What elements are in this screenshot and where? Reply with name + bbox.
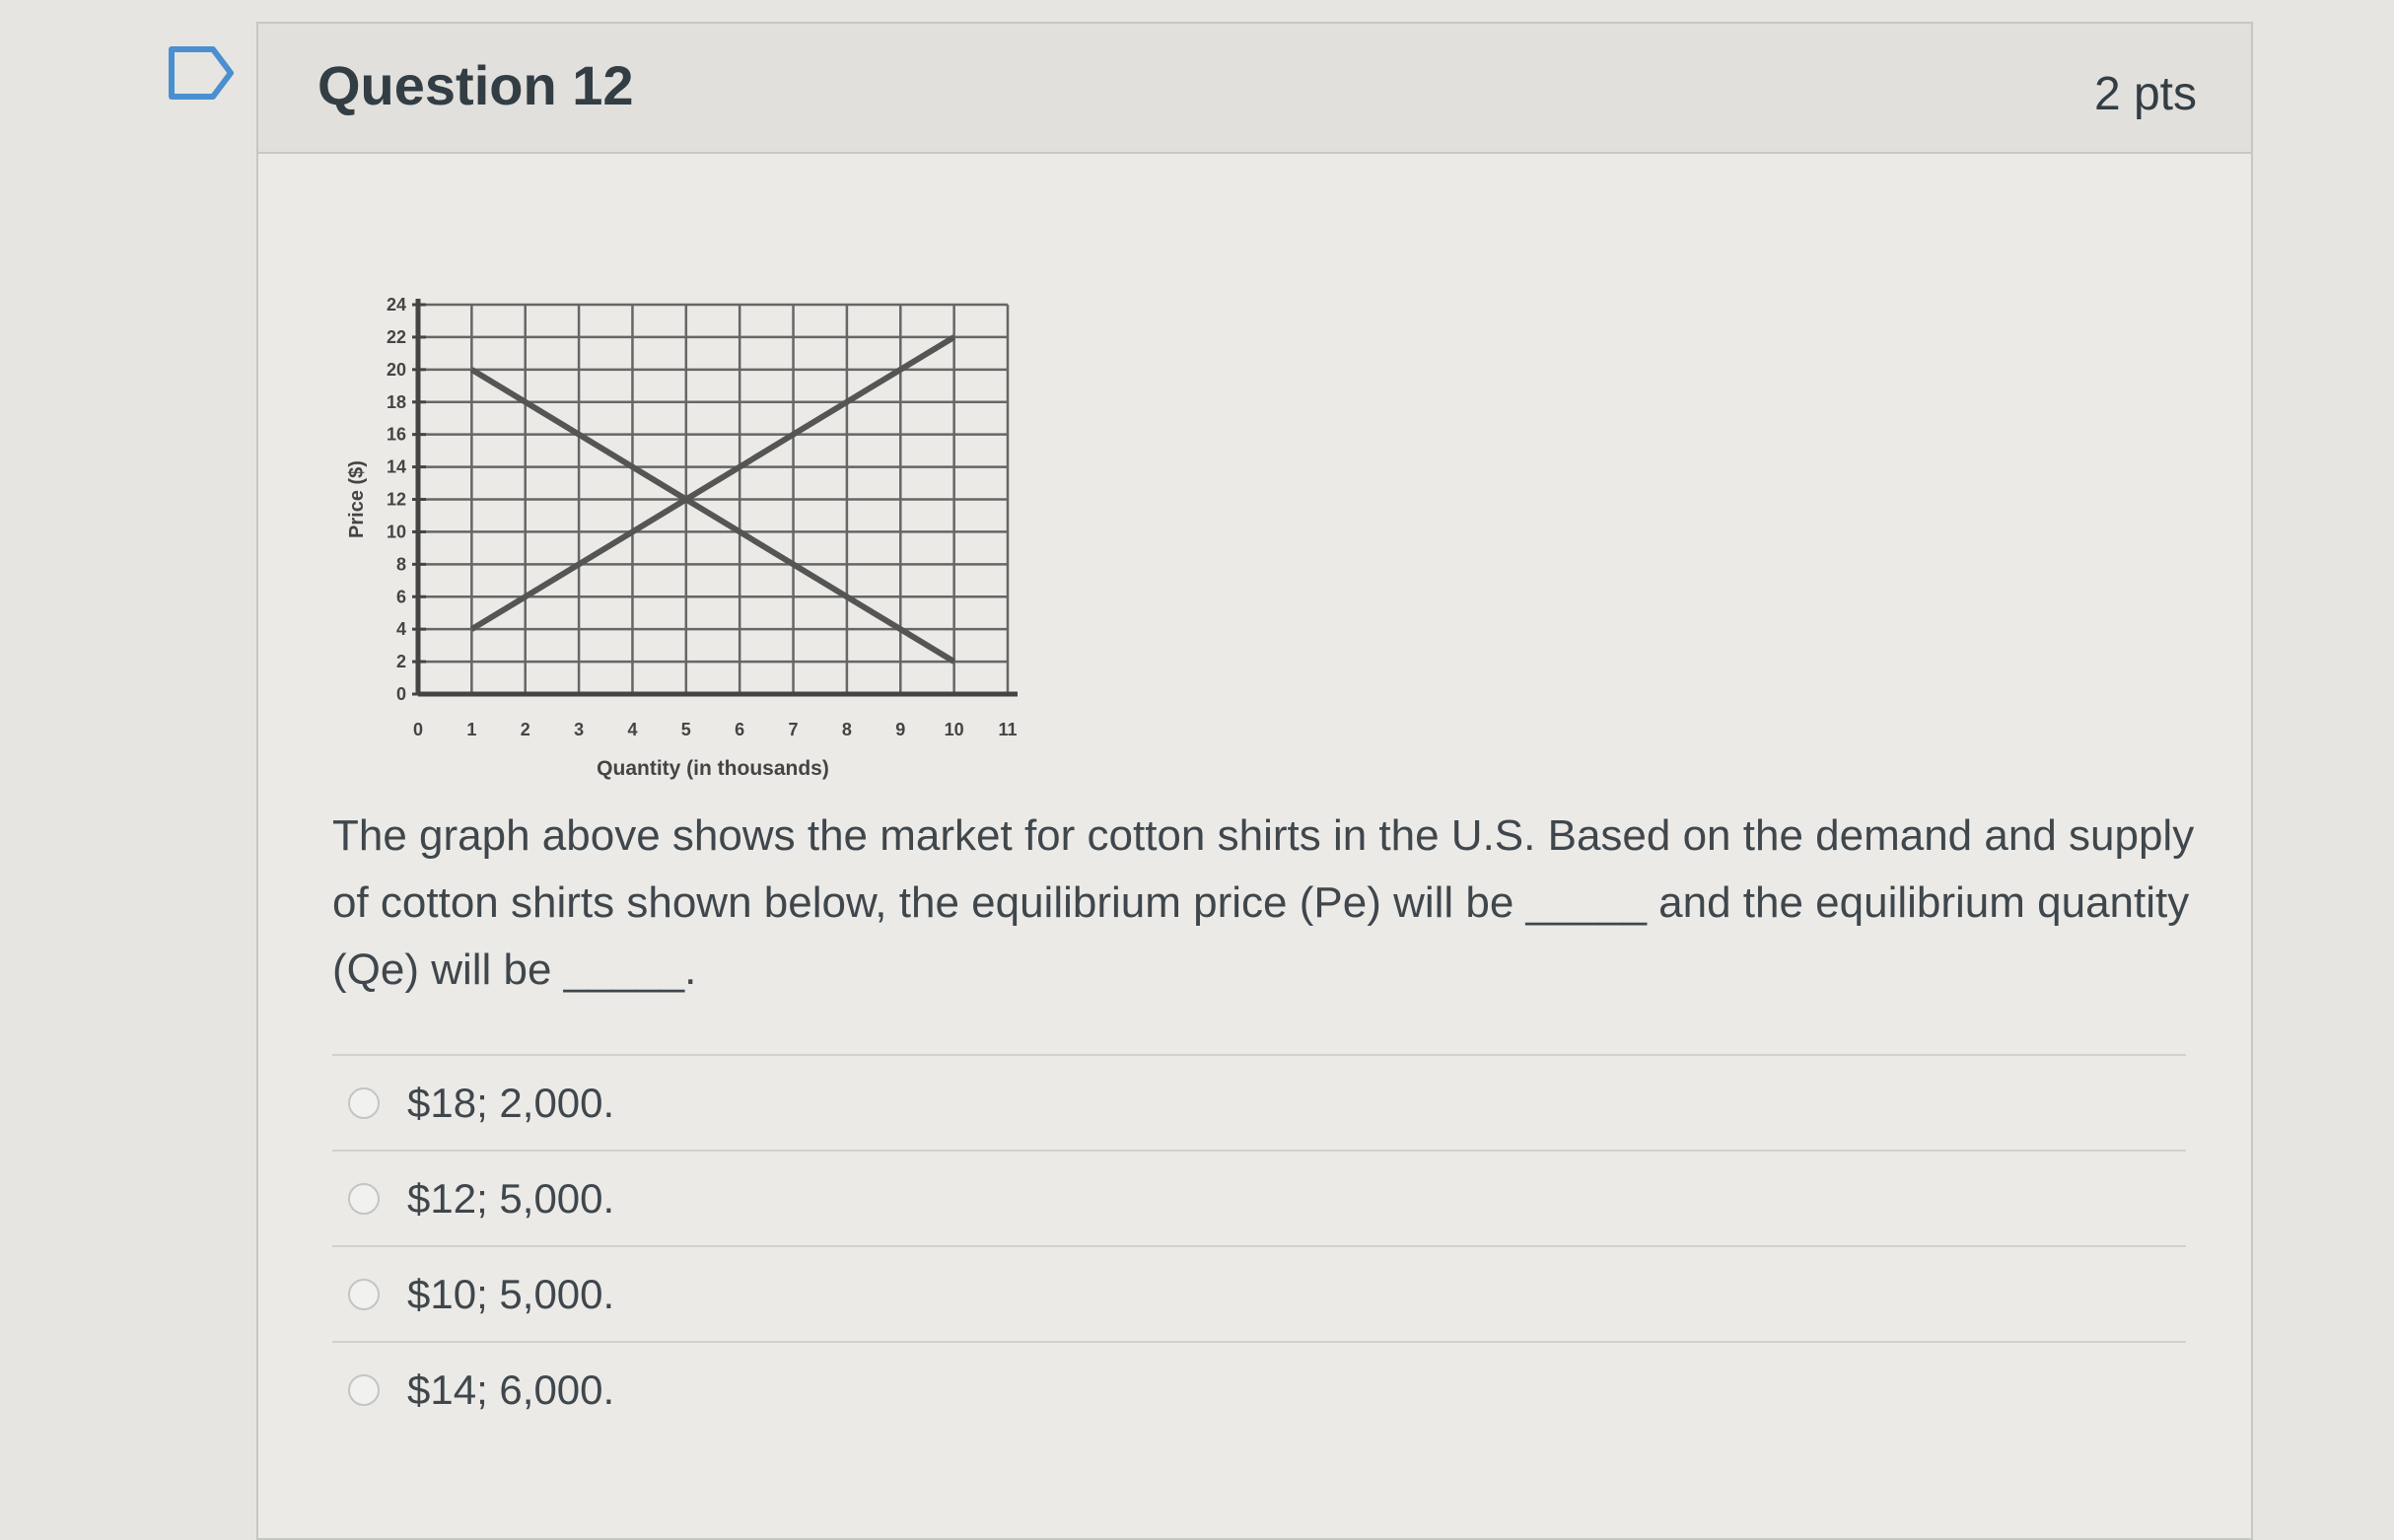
y-tick-label: 18 bbox=[386, 391, 406, 412]
radio-button[interactable] bbox=[348, 1087, 380, 1119]
x-tick-label: 8 bbox=[841, 720, 852, 739]
x-tick-label: 7 bbox=[788, 720, 799, 739]
x-tick-label: 9 bbox=[895, 720, 906, 739]
question-card bbox=[256, 22, 2253, 1540]
y-tick-label: 0 bbox=[395, 684, 406, 704]
answer-option[interactable] bbox=[332, 1150, 2186, 1245]
answer-label: $18; 2,000. bbox=[407, 1079, 615, 1126]
answer-option[interactable] bbox=[332, 1245, 2186, 1341]
answer-list bbox=[332, 1054, 2186, 1436]
question-header bbox=[258, 24, 2251, 154]
x-tick-label: 4 bbox=[627, 720, 638, 739]
radio-button[interactable] bbox=[348, 1279, 380, 1310]
y-tick-label: 14 bbox=[386, 456, 406, 477]
supply-curve bbox=[471, 337, 953, 629]
x-tick-label: 0 bbox=[412, 720, 424, 739]
y-tick-label: 24 bbox=[386, 295, 406, 315]
x-tick-label: 10 bbox=[944, 720, 964, 739]
x-tick-label: 3 bbox=[574, 720, 585, 739]
question-points: 2 pts bbox=[2093, 68, 2197, 120]
y-tick-label: 4 bbox=[395, 619, 406, 640]
y-tick-label: 8 bbox=[395, 554, 406, 575]
demand-curve bbox=[471, 370, 953, 662]
answer-label: $10; 5,000. bbox=[407, 1270, 615, 1317]
y-tick-label: 12 bbox=[386, 489, 406, 510]
x-tick-label: 1 bbox=[466, 720, 477, 739]
answer-label: $14; 6,000. bbox=[407, 1365, 615, 1413]
x-tick-label: 6 bbox=[735, 720, 745, 739]
answer-option[interactable] bbox=[332, 1054, 2186, 1150]
answer-label: $12; 5,000. bbox=[407, 1174, 615, 1222]
y-tick-label: 16 bbox=[386, 424, 406, 445]
supply-demand-chart bbox=[337, 260, 1146, 793]
y-axis-label: Price ($) bbox=[346, 460, 368, 538]
x-tick-label: 2 bbox=[520, 720, 530, 739]
flag-icon[interactable] bbox=[168, 45, 237, 101]
y-tick-label: 2 bbox=[395, 652, 406, 672]
x-tick-label: 11 bbox=[998, 720, 1018, 739]
answer-option[interactable] bbox=[332, 1341, 2186, 1436]
x-axis-label: Quantity (in thousands) bbox=[597, 757, 829, 780]
y-tick-label: 22 bbox=[386, 326, 406, 347]
x-tick-label: 5 bbox=[680, 720, 691, 739]
y-tick-label: 6 bbox=[395, 587, 406, 607]
y-tick-label: 10 bbox=[386, 522, 406, 542]
y-tick-label: 20 bbox=[386, 359, 406, 380]
question-text: The graph above shows the market for cotton shirts in the U.S. Based on the demand and supply of cotton shirts shown below, the equilibrium price (Pe) will be _____ and the equilibrium quantity (Qe) will be _____. bbox=[332, 811, 2195, 994]
radio-button[interactable] bbox=[348, 1183, 380, 1215]
radio-button[interactable] bbox=[348, 1374, 380, 1406]
question-title: Question 12 bbox=[317, 54, 634, 116]
